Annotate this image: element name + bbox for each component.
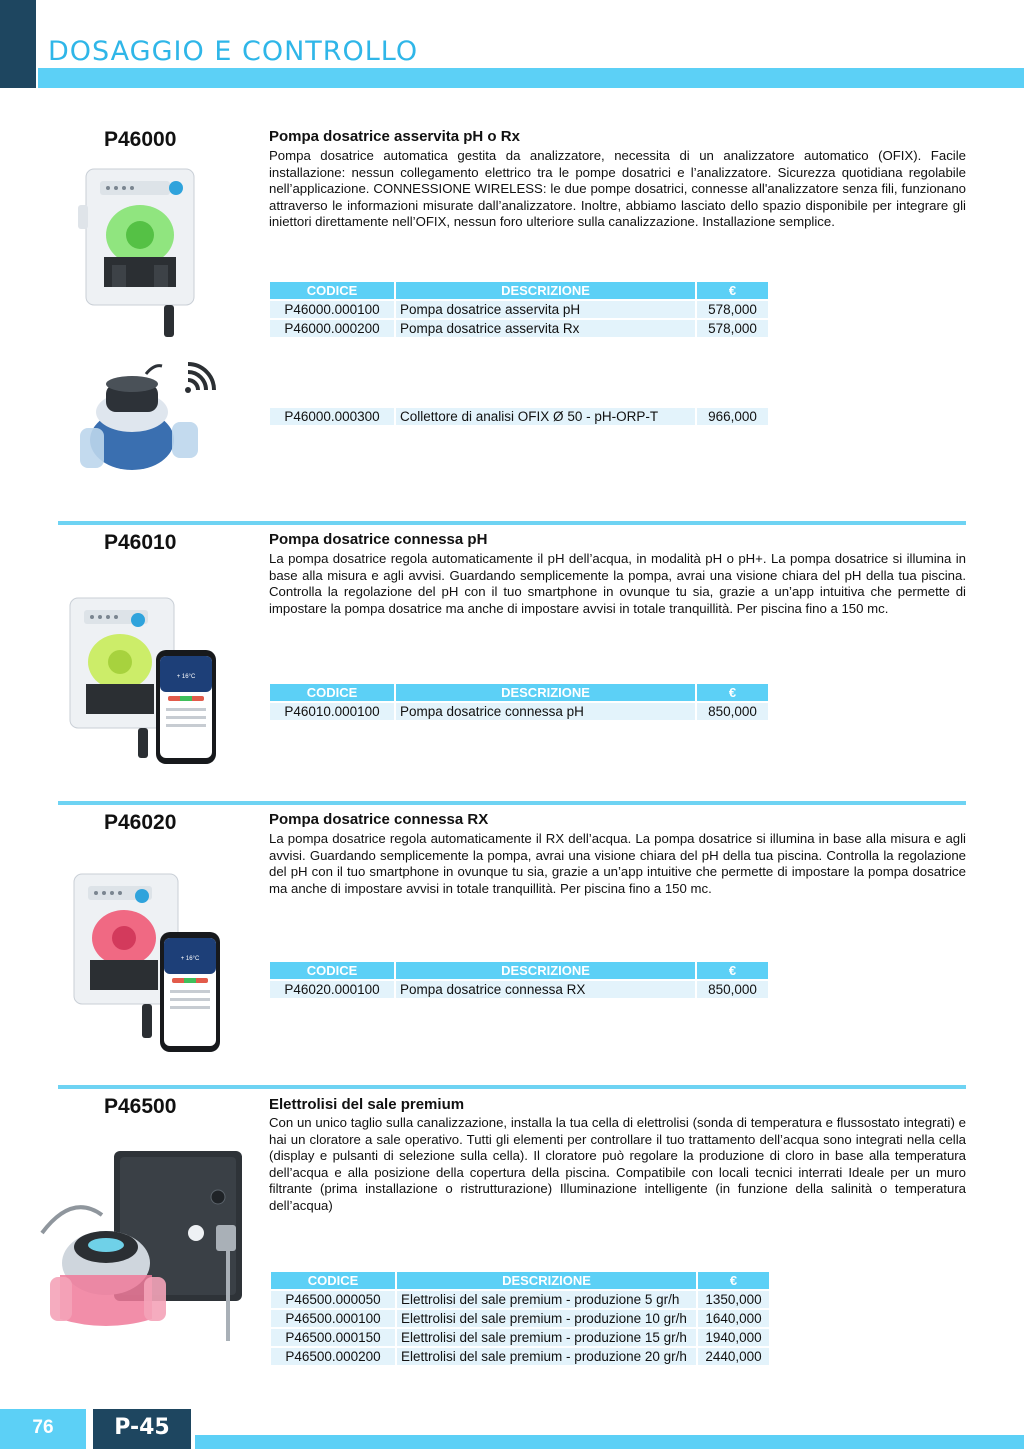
cell-description: Pompa dosatrice asservita pH (396, 301, 695, 318)
product-title: Pompa dosatrice connessa pH (269, 531, 488, 548)
column-header-description: DESCRIZIONE (397, 1272, 696, 1289)
cell-price: 850,000 (697, 703, 768, 720)
column-header-price: € (698, 1272, 769, 1289)
table-row (270, 301, 768, 318)
table-row (270, 703, 768, 720)
table-row (271, 1310, 769, 1327)
product-title: Elettrolisi del sale premium (269, 1096, 465, 1113)
table-row (271, 1329, 769, 1346)
column-header-description: DESCRIZIONE (396, 282, 695, 299)
cell-code: P46010.000100 (270, 703, 394, 720)
table-row (270, 408, 768, 425)
ofix-collector-image (76, 360, 216, 485)
salt-electrolysis-unit-image (36, 1145, 248, 1350)
header-dark-block (0, 0, 36, 88)
cell-description: Elettrolisi del sale premium - produzione 10 gr/h (397, 1310, 696, 1327)
section-code-badge (93, 1409, 191, 1449)
cell-code: P46020.000100 (270, 981, 394, 998)
table-row (271, 1348, 769, 1365)
dosing-pump-green-image (76, 165, 204, 340)
section-divider (58, 1085, 966, 1089)
cell-description: Elettrolisi del sale premium - produzione 5 gr/h (397, 1291, 696, 1308)
product-title: Pompa dosatrice asservita pH o Rx (269, 128, 520, 145)
page-title: DOSAGGIO E CONTROLLO (48, 36, 419, 67)
cell-code: P46000.000100 (270, 301, 394, 318)
price-table (268, 682, 770, 722)
cell-description: Elettrolisi del sale premium - produzione 15 gr/h (397, 1329, 696, 1346)
cell-price: 1940,000 (698, 1329, 769, 1346)
cell-description: Collettore di analisi OFIX Ø 50 - pH-ORP-T (396, 408, 695, 425)
cell-price: 578,000 (697, 320, 768, 337)
product-description: La pompa dosatrice regola automaticamente il pH dell’acqua, in modalità pH o pH+. La pompa dosatrice si illumina in base alla misura e agli avvisi. Guardando semplicemente la pompa, avrai una visione chiara del pH della tua piscina. Controlla la regolazione del pH con il tuo smartphone in ovunque tu sia, grazie a un’app intuitiva che permette di impostare la pompa dosatrice ma anche di impostare avvisi in totale tranquillità. Per piscina fino a 150 mc. (269, 551, 966, 616)
product-code: P46000 (104, 128, 177, 151)
price-table (268, 960, 770, 1000)
column-header-code: CODICE (270, 962, 394, 979)
column-header-code: CODICE (271, 1272, 395, 1289)
cell-code: P46500.000200 (271, 1348, 395, 1365)
cell-price: 1350,000 (698, 1291, 769, 1308)
column-header-code: CODICE (270, 282, 394, 299)
price-table (268, 280, 770, 339)
table-row (270, 320, 768, 337)
dosing-pump-rx-with-phone-image (66, 870, 226, 1056)
product-code: P46500 (104, 1095, 177, 1118)
page-number: 76 (32, 1417, 54, 1438)
cell-price: 966,000 (697, 408, 768, 425)
column-header-description: DESCRIZIONE (396, 684, 695, 701)
cell-description: Pompa dosatrice connessa RX (396, 981, 695, 998)
section-code: P-45 (114, 1415, 170, 1440)
cell-code: P46000.000200 (270, 320, 394, 337)
column-header-price: € (697, 684, 768, 701)
table-row (271, 1291, 769, 1308)
phone-temp-text: + 16°C (176, 674, 196, 680)
header-accent-bar (38, 68, 1024, 88)
cell-description: Pompa dosatrice asservita Rx (396, 320, 695, 337)
product-title: Pompa dosatrice connessa RX (269, 811, 489, 828)
column-header-code: CODICE (270, 684, 394, 701)
table-row (270, 981, 768, 998)
section-divider (58, 801, 966, 805)
page-number-badge (0, 1409, 86, 1449)
product-code: P46010 (104, 531, 177, 554)
cell-code: P46500.000050 (271, 1291, 395, 1308)
cell-code: P46500.000150 (271, 1329, 395, 1346)
cell-price: 2440,000 (698, 1348, 769, 1365)
column-header-price: € (697, 962, 768, 979)
price-table (269, 1270, 771, 1367)
section-divider (58, 521, 966, 525)
column-header-price: € (697, 282, 768, 299)
cell-description: Elettrolisi del sale premium - produzione 20 gr/h (397, 1348, 696, 1365)
product-code: P46020 (104, 811, 177, 834)
dosing-pump-ph-with-phone-image (62, 592, 222, 770)
cell-code: P46000.000300 (270, 408, 394, 425)
product-description: Pompa dosatrice automatica gestita da analizzatore, necessita di un analizzatore automatico (OFIX). Facile installazione: nessun collegamento elettrico tra le pompe dosatrici e l’analizzatore. Sicurezza quotidiana regolabile nell’applicazione. CONNESSIONE WIRELESS: le due pompe dosatrici, connesse all'analizzatore senza fili, funzionano attraverso le informazioni misurate dall’analizzatore. Inoltre, abbiamo lasciato dello spazio disponibile per integrare gli iniettori direttamente nell’OFIX, nessun foro ulteriore sulla canalizzazione. Installazione semplice. (269, 148, 966, 230)
price-table-accessory (268, 406, 770, 427)
column-header-description: DESCRIZIONE (396, 962, 695, 979)
cell-price: 850,000 (697, 981, 768, 998)
product-description: Con un unico taglio sulla canalizzazione, installa la tua cella di elettrolisi (sonda di temperatura e flussostato integrati) e hai un cloratore a sale operativo. Tutti gli elementi per controllare il tuo trattamento dell’acqua sono integrati nella cella (display e pulsanti di selezione sulla cella). Il cloratore può regolare la produzione di cloro in base alla temperatura dell’acqua e alla posizione della copertura della piscina. Compatibile con locali tecnici interrati Ideale per un muro filtrante (prima installazione o ristrutturazione) Illuminazione intelligente (in funzione della salinità o temperatura dell’acqua) (269, 1115, 966, 1213)
product-description: La pompa dosatrice regola automaticamente il RX dell’acqua. La pompa dosatrice si illumina in base alla misura e agli avvisi. Guardando semplicemente la pompa, avrai una visione chiara del pH della tua piscina. Controlla la regolazione del pH con il tuo smartphone in ovunque tu sia, grazie a un’app intuitive che permette di impostare la pompa dosatrice ma anche di impostare avvisi in totale tranquillità. Per piscina fino a 150 mc. (269, 831, 966, 896)
cell-code: P46500.000100 (271, 1310, 395, 1327)
phone-temp-text: + 16°C (180, 956, 200, 962)
cell-description: Pompa dosatrice connessa pH (396, 703, 695, 720)
footer-accent-bar (195, 1435, 1024, 1449)
cell-price: 578,000 (697, 301, 768, 318)
cell-price: 1640,000 (698, 1310, 769, 1327)
